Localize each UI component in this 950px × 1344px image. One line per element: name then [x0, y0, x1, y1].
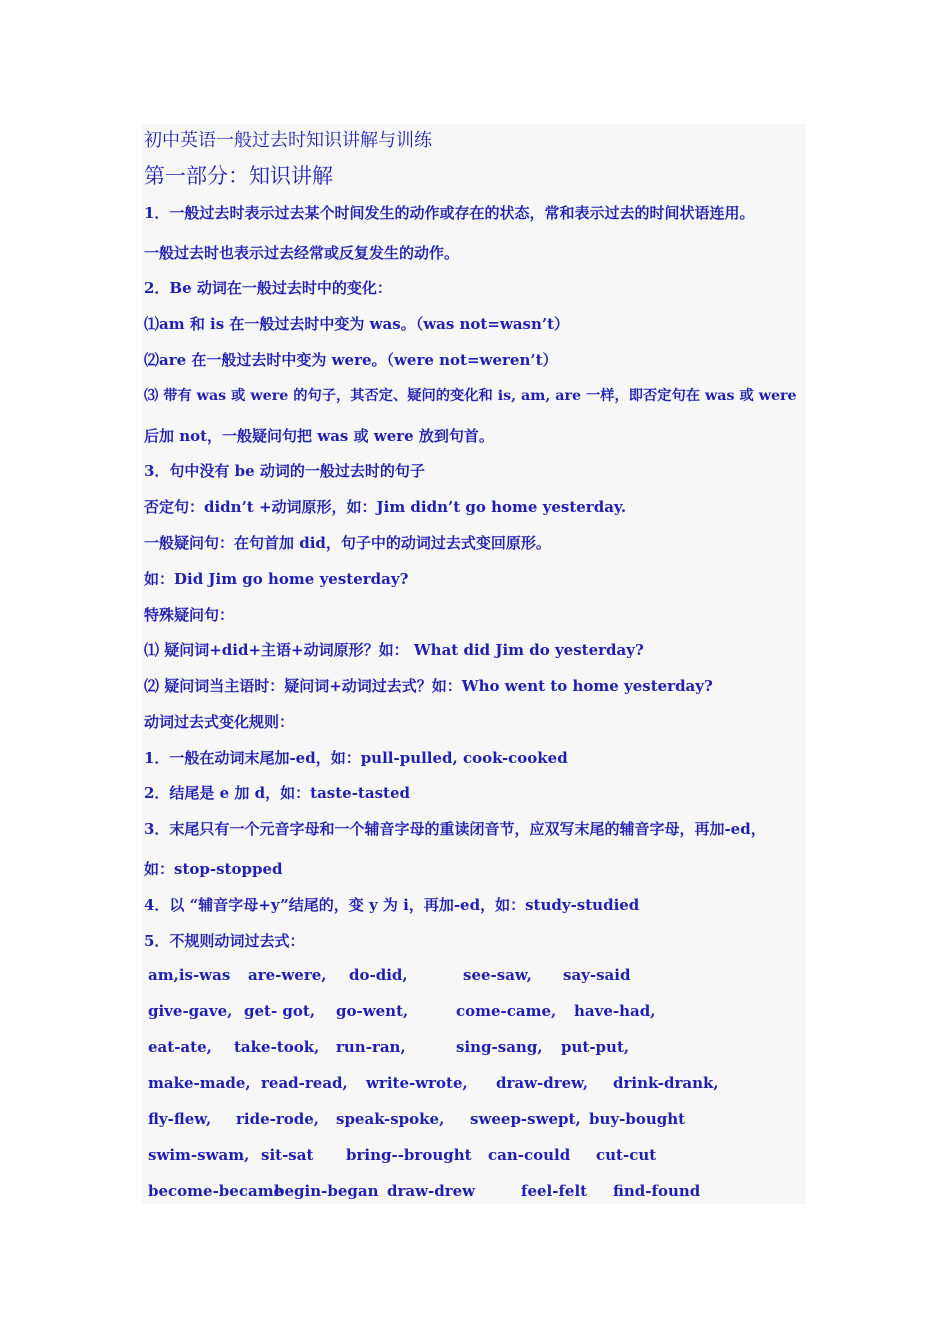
verb-pair: are-were, — [248, 966, 327, 984]
text-line: 否定句：didn’t +动词原形，如：Jim didn’t go home yesterday. — [144, 498, 627, 516]
text-line: 2．结尾是 e 加 d，如：taste-tasted — [144, 784, 410, 802]
text-line: 后加 not，一般疑问句把 was 或 were 放到句首。 — [144, 427, 494, 445]
text-line: ⑵ 疑问词当主语时：疑问词+动词过去式？如：Who went to home yesterday? — [144, 677, 713, 695]
verb-pair: go-went, — [336, 1002, 409, 1020]
verb-pair: sing-sang, — [456, 1038, 543, 1056]
verb-pair: feel-felt — [521, 1182, 588, 1200]
verb-pair: speak-spoke, — [336, 1110, 445, 1128]
text-line: 3．句中没有 be 动词的一般过去时的句子 — [144, 462, 425, 480]
verb-pair: swim-swam, — [148, 1146, 250, 1164]
text-line: 4．以 “辅音字母+y”结尾的，变 y 为 i，再加-ed，如：study-studied — [144, 896, 640, 914]
text-line: 5．不规则动词过去式： — [144, 932, 305, 950]
verb-pair: read-read, — [261, 1074, 348, 1092]
verb-pair: drink-drank, — [613, 1074, 719, 1092]
verb-pair: sweep-swept, — [470, 1110, 581, 1128]
text-line: ⑴am 和 is 在一般过去时中变为 was。（was not=wasn’t） — [144, 315, 570, 333]
verb-pair: write-wrote, — [366, 1074, 468, 1092]
text-line: 特殊疑问句： — [144, 606, 235, 624]
verb-pair: draw-drew, — [496, 1074, 589, 1092]
verb-pair: find-found — [613, 1182, 701, 1200]
document-page — [142, 124, 806, 1204]
text-line: 一般疑问句：在句首加 did，句子中的动词过去式变回原形。 — [144, 534, 551, 552]
verb-pair: make-made, — [148, 1074, 251, 1092]
verb-pair: get- got, — [244, 1002, 316, 1020]
verb-pair: buy-bought — [589, 1110, 686, 1128]
text-line: 1．一般在动词末尾加-ed，如：pull-pulled, cook-cooked — [144, 749, 568, 767]
text-line: ⑶ 带有 was 或 were 的句子，其否定、疑问的变化和 is, am, are 一样，即否定句在 was 或 were — [144, 388, 797, 404]
verb-pair: have-had, — [574, 1002, 656, 1020]
document-title: 初中英语一般过去时知识讲解与训练 — [144, 130, 432, 151]
section-heading: 第一部分：知识讲解 — [144, 164, 333, 188]
verb-pair: say-said — [563, 966, 631, 984]
text-line: 1．一般过去时表示过去某个时间发生的动作或存在的状态，常和表示过去的时间状语连用。 — [144, 204, 755, 222]
verb-pair: ride-rode, — [236, 1110, 320, 1128]
verb-pair: see-saw, — [463, 966, 532, 984]
verb-pair: become-became — [148, 1182, 284, 1200]
text-line: 3．末尾只有一个元音字母和一个辅音字母的重读闭音节，应双写末尾的辅音字母，再加-ed， — [144, 820, 766, 838]
text-line: 如：Did Jim go home yesterday? — [144, 570, 409, 588]
verb-pair: can-could — [488, 1146, 571, 1164]
text-line: 一般过去时也表示过去经常或反复发生的动作。 — [144, 244, 460, 262]
text-line: 动词过去式变化规则： — [144, 713, 295, 731]
verb-pair: put-put, — [561, 1038, 630, 1056]
verb-pair: sit-sat — [261, 1146, 314, 1164]
verb-pair: take-took, — [234, 1038, 320, 1056]
verb-pair: run-ran, — [336, 1038, 406, 1056]
verb-pair: cut-cut — [596, 1146, 657, 1164]
verb-pair: draw-drew — [387, 1182, 476, 1200]
text-line: ⑴ 疑问词+did+主语+动词原形？如： What did Jim do yesterday? — [144, 641, 644, 659]
text-line: 2．Be 动词在一般过去时中的变化： — [144, 279, 392, 297]
verb-pair: bring--brought — [346, 1146, 472, 1164]
verb-pair: fly-flew, — [148, 1110, 212, 1128]
verb-pair: come-came, — [456, 1002, 557, 1020]
verb-pair: am,is-was — [148, 966, 231, 984]
verb-pair: give-gave, — [148, 1002, 233, 1020]
verb-pair: begin-began — [274, 1182, 379, 1200]
text-line: 如：stop-stopped — [144, 860, 283, 878]
verb-pair: do-did, — [349, 966, 408, 984]
verb-pair: eat-ate, — [148, 1038, 212, 1056]
text-line: ⑵are 在一般过去时中变为 were。（were not=weren’t） — [144, 351, 558, 369]
